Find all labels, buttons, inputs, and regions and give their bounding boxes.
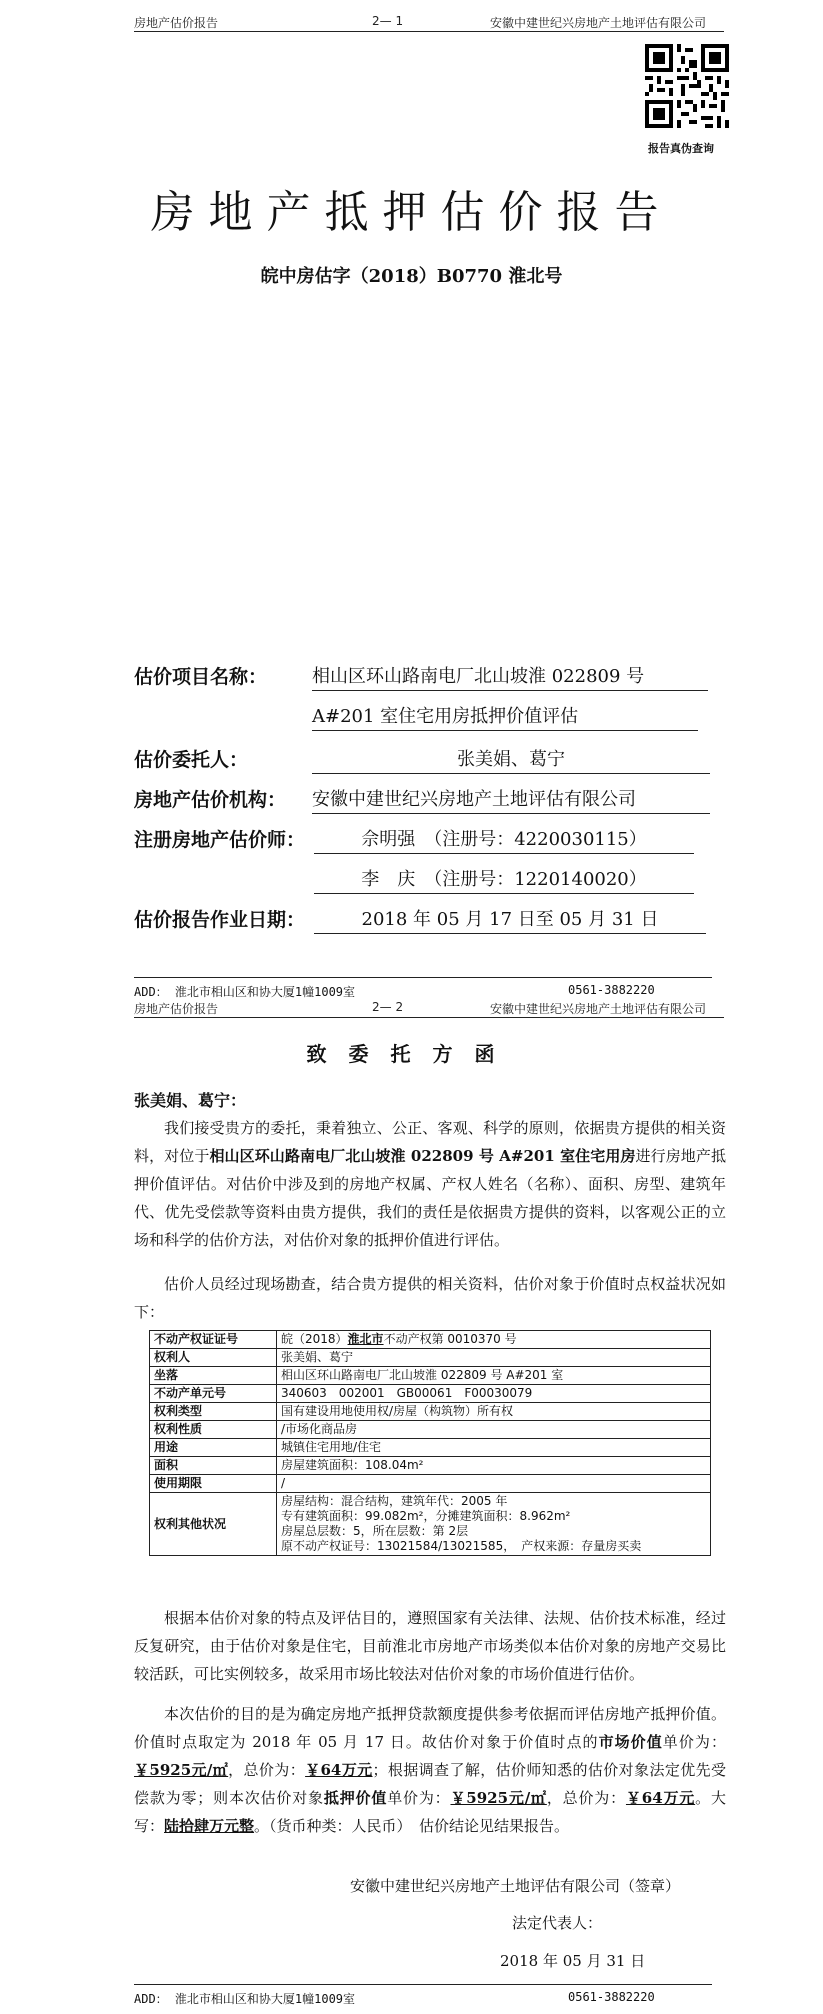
table-row: 坐落 相山区环山路南电厂北山坡淮 022809 号 A#201 室	[150, 1367, 711, 1385]
paragraph-3: 根据本估价对象的特点及评估目的，遵照国家有关法律、法规、估价技术标准，经过反复研究，由于估价对象是住宅，目前淮北市房地产市场类似本估价对象的房地产交易比较活跃，可比实例较多，故采用市场比较法对估价对象的市场价值进行估价。	[134, 1609, 726, 1683]
table-row: 权利类型 国有建设用地使用权/房屋（构筑物）所有权	[150, 1403, 711, 1421]
header-right: 安徽中建世纪兴房地产土地评估有限公司	[490, 1002, 707, 1016]
report-title: 房地产抵押估价报告	[150, 187, 673, 238]
client-label: 估价委托人：	[134, 749, 249, 771]
table-row: 面积 房屋建筑面积：108.04m²	[150, 1457, 711, 1475]
client-value: 张美娟、葛宁	[312, 745, 710, 774]
project-name-line2: A#201 室住宅用房抵押价值评估	[312, 702, 698, 731]
appraiser-label: 注册房地产估价师：	[134, 829, 306, 851]
agency-label: 房地产估价机构：	[134, 789, 287, 811]
project-name-label: 估价项目名称：	[134, 666, 268, 688]
letter-date: 2018 年 05 月 31 日	[500, 1952, 646, 1970]
paragraph-1: 我们接受贵方的委托，秉着独立、公正、客观、科学的原则，依据贵方提供的相关资料，对位于相山区环山路南电厂北山坡淮 022809 号 A#201 室住宅用房进行房地产抵押价值评估。对估价中涉及到的房地产权属、产权人姓名（名称）、面积、房型、建筑年代、优先受偿款等资料由贵方提供，我们的责任是依据贵方提供的资料，以客观公正的立场和科学的估价方法，对估价对象的抵押价值进行评估。	[134, 1119, 726, 1249]
header-left: 房地产估价报告	[134, 16, 219, 30]
header-page-number: 2— 1	[372, 14, 404, 28]
table-row: 权利其他状况 房屋结构：混合结构，建筑年代：2005 年 专有建筑面积：99.082m²，分摊建筑面积：8.962m² 房屋总层数：5，所在层数：第 2层 原不动产权证号：13021584/13021585， 产权来源：存量房买卖	[150, 1493, 711, 1556]
paragraph-2: 估价人员经过现场勘查，结合贵方提供的相关资料，估价对象于价值时点权益状况如下：	[134, 1275, 726, 1321]
footer-phone: 0561-3882220	[568, 1990, 655, 2004]
footer-address: ADD： 淮北市相山区和协大厦1幢1009室	[134, 1992, 356, 2006]
letter-title: 致委托方函	[306, 1042, 517, 1066]
legal-representative: 法定代表人：	[512, 1914, 603, 1932]
table-row: 使用期限 /	[150, 1475, 711, 1493]
company-seal-line: 安徽中建世纪兴房地产土地评估有限公司（签章）	[350, 1877, 681, 1895]
table-row: 不动产单元号 340603 002001 GB00061 F00030079	[150, 1385, 711, 1403]
appraiser-1: 佘明强 （注册号：4220030115）	[314, 825, 694, 854]
header-rule	[134, 31, 724, 32]
table-row: 权利性质 /市场化商品房	[150, 1421, 711, 1439]
table-row: 权利人 张美娟、葛宁	[150, 1349, 711, 1367]
addressee: 张美娟、葛宁：	[134, 1091, 247, 1110]
property-rights-table	[149, 1330, 711, 1556]
work-date-value: 2018 年 05 月 17 日至 05 月 31 日	[314, 905, 706, 934]
work-date-label: 估价报告作业日期：	[134, 909, 306, 931]
footer-rule	[134, 977, 712, 978]
qr-caption: 报告真伪查询	[648, 142, 714, 155]
header-right: 安徽中建世纪兴房地产土地评估有限公司	[490, 16, 707, 30]
table-row: 不动产权证证号 皖（2018）淮北市不动产权第 0010370 号	[150, 1331, 711, 1349]
project-name-line1: 相山区环山路南电厂北山坡淮 022809 号	[312, 662, 708, 691]
header-page-number: 2— 2	[372, 1000, 404, 1014]
footer-phone: 0561-3882220	[568, 983, 655, 997]
paragraph-4: 本次估价的目的是为确定房地产抵押贷款额度提供参考依据而评估房地产抵押价值。价值时点取定为 2018 年 05 月 17 日。故估价对象于价值时点的市场价值单价为：￥5925元/㎡，总价为：￥64万元；根据调查了解，估价师知悉的估价对象法定优先受偿款为零；则本次估价对象抵押价值单价为：￥5925元/㎡，总价为：￥64万元。大写：陆拾肆万元整。（货币种类：人民币） 估价结论见结果报告。	[134, 1705, 726, 1835]
footer-rule	[134, 1984, 712, 1985]
table-row: 用途 城镇住宅用地/住宅	[150, 1439, 711, 1457]
document-number: 皖中房估字（2018）B0770 淮北号	[260, 266, 563, 287]
footer-address: ADD： 淮北市相山区和协大厦1幢1009室	[134, 985, 356, 999]
appraiser-2: 李 庆 （注册号：1220140020）	[314, 865, 694, 894]
agency-value: 安徽中建世纪兴房地产土地评估有限公司	[312, 785, 710, 814]
qr-code-icon	[645, 44, 729, 128]
header-left: 房地产估价报告	[134, 1002, 219, 1016]
header-rule	[134, 1017, 724, 1018]
